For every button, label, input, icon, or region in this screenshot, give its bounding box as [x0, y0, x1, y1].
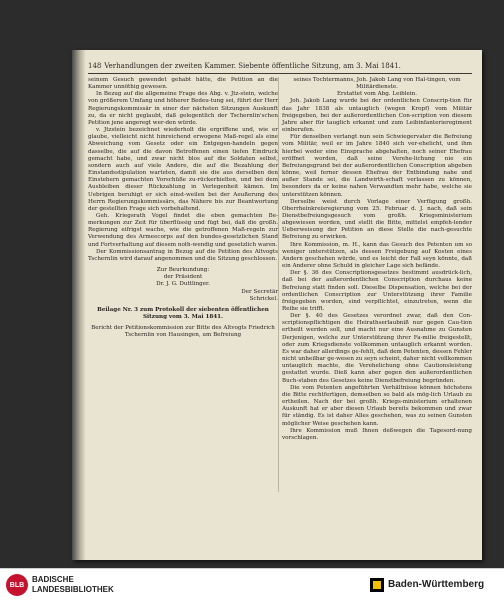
left-column: [88, 77, 278, 339]
book-spine: [72, 50, 86, 560]
paragraph: In Bezug auf die allgemeine Frage des Abg. v. Jtz-stein, welche von größerem Umfang und höherer Bedeu-tung sei, führt der Herr Regierungskommissär in einer der nächsten Sitzungen Auskunft zu, da er nicht geglaubt, daß gelegentlich der Tschernlin'schen Petition jene angeregt wer-den würde.: [88, 91, 278, 126]
supplement-subtitle: Bericht der Petitionskommission zur Bitte des Altvogts Friedrich Tschernlin von Hausingen, um Befreiung: [91, 325, 275, 339]
signoff-line: Schrickel.: [249, 295, 278, 302]
document-page: [72, 50, 482, 560]
state-emblem-icon: [370, 578, 384, 592]
page-header: [88, 62, 472, 70]
paragraph: Ihre Kommission, m. H., kann das Gesuch des Petenten um so weniger unterstützen, als dessen Freigebung auf Kosten eines Andern geschehen würde, und es leicht der Fall seyn könnte, daß ein Anderer ohne Schuld in gleicher Lage sich befände.: [282, 241, 472, 270]
column-divider: [278, 77, 279, 492]
state-name: Baden-Württemberg: [388, 579, 485, 590]
paragraph: Für denselben verlangt nun sein Schwiegervater die Befreiung vom Militär, weil er im Jahre 1840 sich ver-ehelicht, und ihm hierbei weder eine Einsprache abgehalten, noch seiner Ehefrau eröffnet worden, daß seine Verehe-lichung nie ein Befreiungsgrund bei der außerordentlichen Conscription abgeben könne, weil ferner dessen Ehefrau der Entbindung nahe und außer Stande sei, die Landwirth-schaft verlassen zu können, besonders da er keine nahen Verwandten mehr habe, welche sie unterstützen können.: [282, 134, 472, 198]
paragraph: Joh. Jakob Lang wurde bei der ordentlichen Conscrip-tion für das Jahr 1838 als untauglich (wegen Kropf) vom Militär freigegeben, bei der außerordentlichen Con-scription von diesem Jahre aber für tauglich erkannt und zum Leibinfanterieregiment einberufen.: [282, 98, 472, 134]
supplement-title: Beilage Nr. 3 zum Protokoll der siebenten öffentlichen Sitzung vom 3. Mai 1841.: [97, 306, 269, 320]
paragraph: Derselbe weist durch Vorlage einer Verfügung großh. Oberrheinkreisregierung vom 25. Februar d. J. nach, daß sein Dienstbefreiungsgesuch vom großh. Kriegsministerium abgewiesen worden, und stellt die Bitte, mittelst empfeh-lender Ueberweisung der Petition an diese Stelle die nach-gesuchte Befreiung zu erwirken.: [282, 198, 472, 241]
footer-bar: [0, 568, 504, 601]
signoff-line: Zur Beurkundung:: [156, 267, 210, 274]
paragraph: Der §. 36 des Conscriptionsgesetzes bestimmt ausdrück-lich, daß bei der außerordentlichen Conscription durchaus keine Befreiung statt finden soll. Dieselbe Dispensation, welche bei der ordentlichen Conscription zur Unterstützung ihrer Familie freigegeben worden, sind verpflichtet, einzutreten, wenn die Reihe sie trifft.: [282, 270, 472, 312]
signoff-line: Der Secretär: [241, 288, 278, 295]
paragraph: Ihre Kommission muß Ihnen deßwegen die Tagesord-nung vorschlagen.: [282, 427, 472, 441]
paragraph: Die vom Petenten angeführten Verhältnisse können höchstens die Bitte rechtfertigen, demselben so bald als mög-lich Urlaub zu ertheilen. Nach der bei großh. Kriegs-ministerium erhaltenen Auskunft hat er aber diesen Urlaub bereits bekommen und zwar für ständig. Es ist daher Alles geschehen, was zu seinen Gunsten möglicher Weise geschehen kann.: [282, 384, 472, 427]
signoff-line: Dr. J. G. Duttlinger.: [156, 281, 210, 288]
paragraph: v. Jtzstein bezeichnet wiederholt die ergriffene und, wie er glaube, vielleicht nicht hinreichend erwogene Maß-regel als eine Abweichung vom Gesetz oder ein Entgegen-handeln gegen dasselbe, die auf die davon Betroffenen einen tiefen Eindruck gemacht habe, und zwar nicht blos auf die Soldaten selbst, sondern auch auf viele Andere, die auf die Bezahlung der Einstandsstipulation warteten, damit sie die aus derselben den Einstehern gemachten Vorschüße zu-rückerhielten, und bei dem Ausbleiben dieser Rückzahlung in Verlegenheit kämen. Im Uebrigen beruhigt er sich einst-weilen bei der Aeußerung des Herrn Regierungskommissärs, das Nähere bis zur Beantwortung der gestellten Frage sich vorbehaltend.: [88, 127, 278, 212]
paragraph: seines Tochtermanns, Joh. Jakob Lang von Hal-tingen, vom Militärdienste.: [293, 77, 461, 91]
paragraph: Der §. 40 des Gesetzes verordnet zwar, daß den Con-scriptionspflichtigen die Heirathserlaubniß nur gegen Cau-tion ertheilt werden soll, und macht nur eine Ausnahme zu Gunsten Derjenigen, welche zur Unterstützung ihrer Fa-milie freigestellt, oder zum Kriegsdienste vollkommen untauglich erkannt worden. Es war daher allerdings ge-fehlt, daß dem Petenten, dessen Fehler nicht unheilbar ge-wesen zu seyn scheint, daher nicht vollkommen untauglich machte, die Verehelichung ohne Cautionsleistung gestattet wurde. Dieß kann aber gegen den außerordentlichen Buch-staben des Gesetzes keine Dienstbefreiung begründen.: [282, 313, 472, 384]
blb-logo-icon[interactable]: BLB: [6, 574, 28, 596]
paragraph: seinem Gesuch gewendet gehabt hätte, die Petition an die Kammer unnöthig gewesen.: [88, 77, 278, 91]
header-rule: [88, 73, 472, 74]
library-name: BADISCHE LANDESBIBLIOTHEK: [32, 575, 114, 594]
right-column: [282, 77, 472, 442]
running-title: Verhandlungen der zweiten Kammer. Siebente öffentliche Sitzung, am 3. Mai 1841.: [104, 62, 401, 70]
page-number: 148: [88, 62, 102, 70]
reporter-line: Erstattet vom Abg. Leiblein.: [336, 91, 418, 98]
paragraph: Geh. Kriegsrath Vogel findet die eben gemachten Be-merkungen zur Zeit für überflüssig und fügt bei, daß die großh. Regierung eifrigst wache, wie die getroffenen Maß-regeln zur Verwendung des Armeecorps auf den bundes-gesetzlichen Stand und Fortverhaltung auf diesem noth-wendig und gesetzlich waren.: [88, 212, 278, 248]
signoff-line: der Präsident: [163, 274, 203, 281]
paragraph: Der Kommissionsantrag in Bezug auf die Petition des Altvogts Tschernlin wird darauf angenommen und die Sitzung geschlossen.: [88, 248, 278, 262]
